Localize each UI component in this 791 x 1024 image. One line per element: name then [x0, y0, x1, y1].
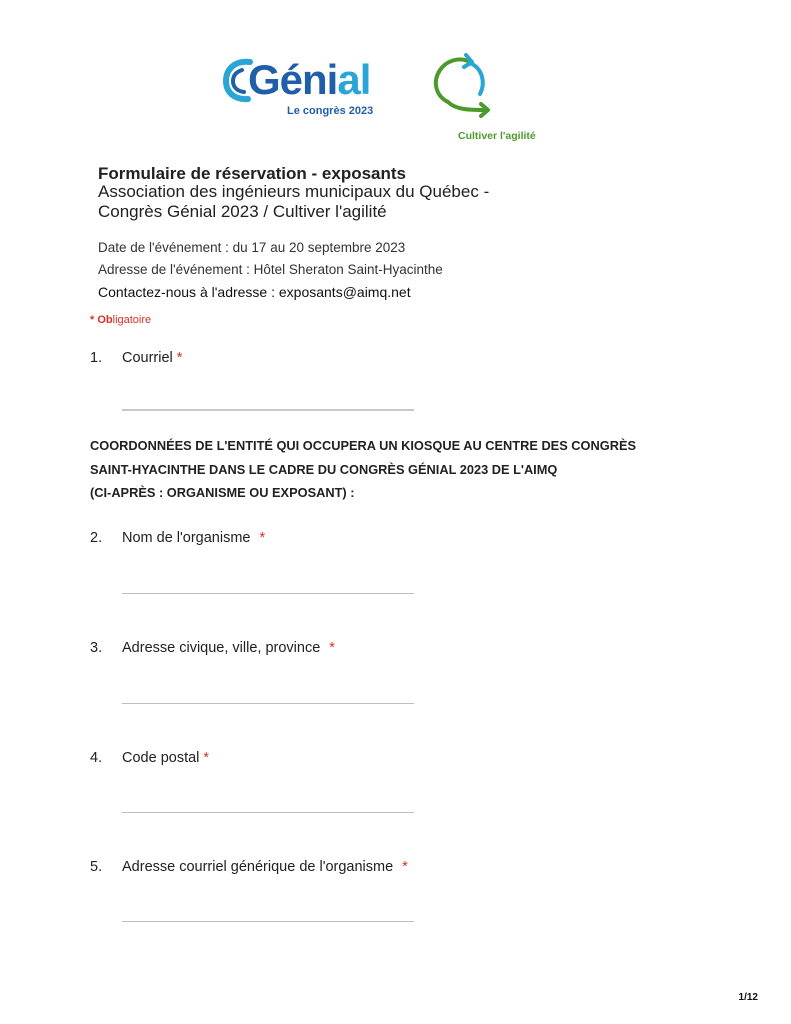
required-note-text: ligatoire	[112, 314, 152, 326]
required-star: *	[259, 530, 266, 546]
required-star: *	[329, 640, 335, 656]
nom-organisme-input[interactable]	[122, 593, 414, 594]
event-date: Date de l'événement : du 17 au 20 septembre 2023	[98, 240, 406, 255]
required-star: *	[402, 859, 408, 875]
genial-word-part2: al	[337, 56, 371, 103]
form-subtitle: Association des ingénieurs municipaux du Québec - Congrès Génial 2023 / Cultiver l'agilité	[98, 182, 490, 221]
circular-arrows-icon	[426, 52, 498, 124]
section-heading	[90, 434, 730, 505]
page-number: 1/12	[738, 992, 758, 1003]
genial-wordmark	[248, 56, 370, 104]
code-postal-input[interactable]	[122, 812, 414, 813]
courriel-input[interactable]	[122, 409, 414, 411]
section-heading-line: (CI-APRÈS : ORGANISME OU EXPOSANT) :	[90, 485, 355, 500]
section-heading-line: COORDONNÉES DE L'ENTITÉ QUI OCCUPERA UN KIOSQUE AU CENTRE DES CONGRÈS	[90, 438, 637, 453]
required-star: *	[203, 750, 210, 766]
form-title: Formulaire de réservation - exposants	[98, 164, 406, 183]
adresse-civique-input[interactable]	[122, 703, 414, 704]
question-label-text: Courriel	[122, 350, 173, 366]
question-label-text: Nom de l'organisme	[122, 530, 251, 546]
genial-logo	[220, 50, 390, 125]
question-number: 5.	[90, 859, 103, 875]
question-number: 2.	[90, 530, 103, 546]
event-address: Adresse de l'événement : Hôtel Sheraton Saint-Hyacinthe	[98, 262, 443, 277]
question-label-adresse-civique	[122, 640, 335, 656]
question-label-code-postal	[122, 750, 209, 766]
question-label-courriel	[122, 350, 182, 366]
genial-word-part1: Géni	[248, 56, 338, 103]
question-number: 3.	[90, 640, 103, 656]
genial-subtitle: Le congrès 2023	[287, 105, 374, 117]
question-label-text: Adresse courriel générique de l'organisme	[122, 859, 394, 875]
question-label-nom-organisme	[122, 530, 265, 546]
courriel-generique-input[interactable]	[122, 921, 414, 922]
question-label-text: Adresse civique, ville, province	[122, 640, 321, 656]
required-star: *	[90, 314, 95, 326]
question-number: 1.	[90, 350, 103, 366]
agilite-logo	[420, 52, 550, 147]
question-label-text: Code postal	[122, 750, 200, 766]
agilite-caption: Cultiver l'agilité	[458, 130, 536, 142]
question-label-courriel-generique	[122, 859, 408, 875]
question-number: 4.	[90, 750, 103, 766]
required-note	[90, 314, 151, 326]
section-heading-line: SAINT-HYACINTHE DANS LE CADRE DU CONGRÈS GÉNIAL 2023 DE L'AIMQ	[90, 461, 558, 477]
required-star: *	[176, 350, 183, 366]
contact-email-line: Contactez-nous à l'adresse : exposants@aimq.net	[98, 284, 411, 300]
required-note-bold: Ob	[97, 314, 113, 326]
